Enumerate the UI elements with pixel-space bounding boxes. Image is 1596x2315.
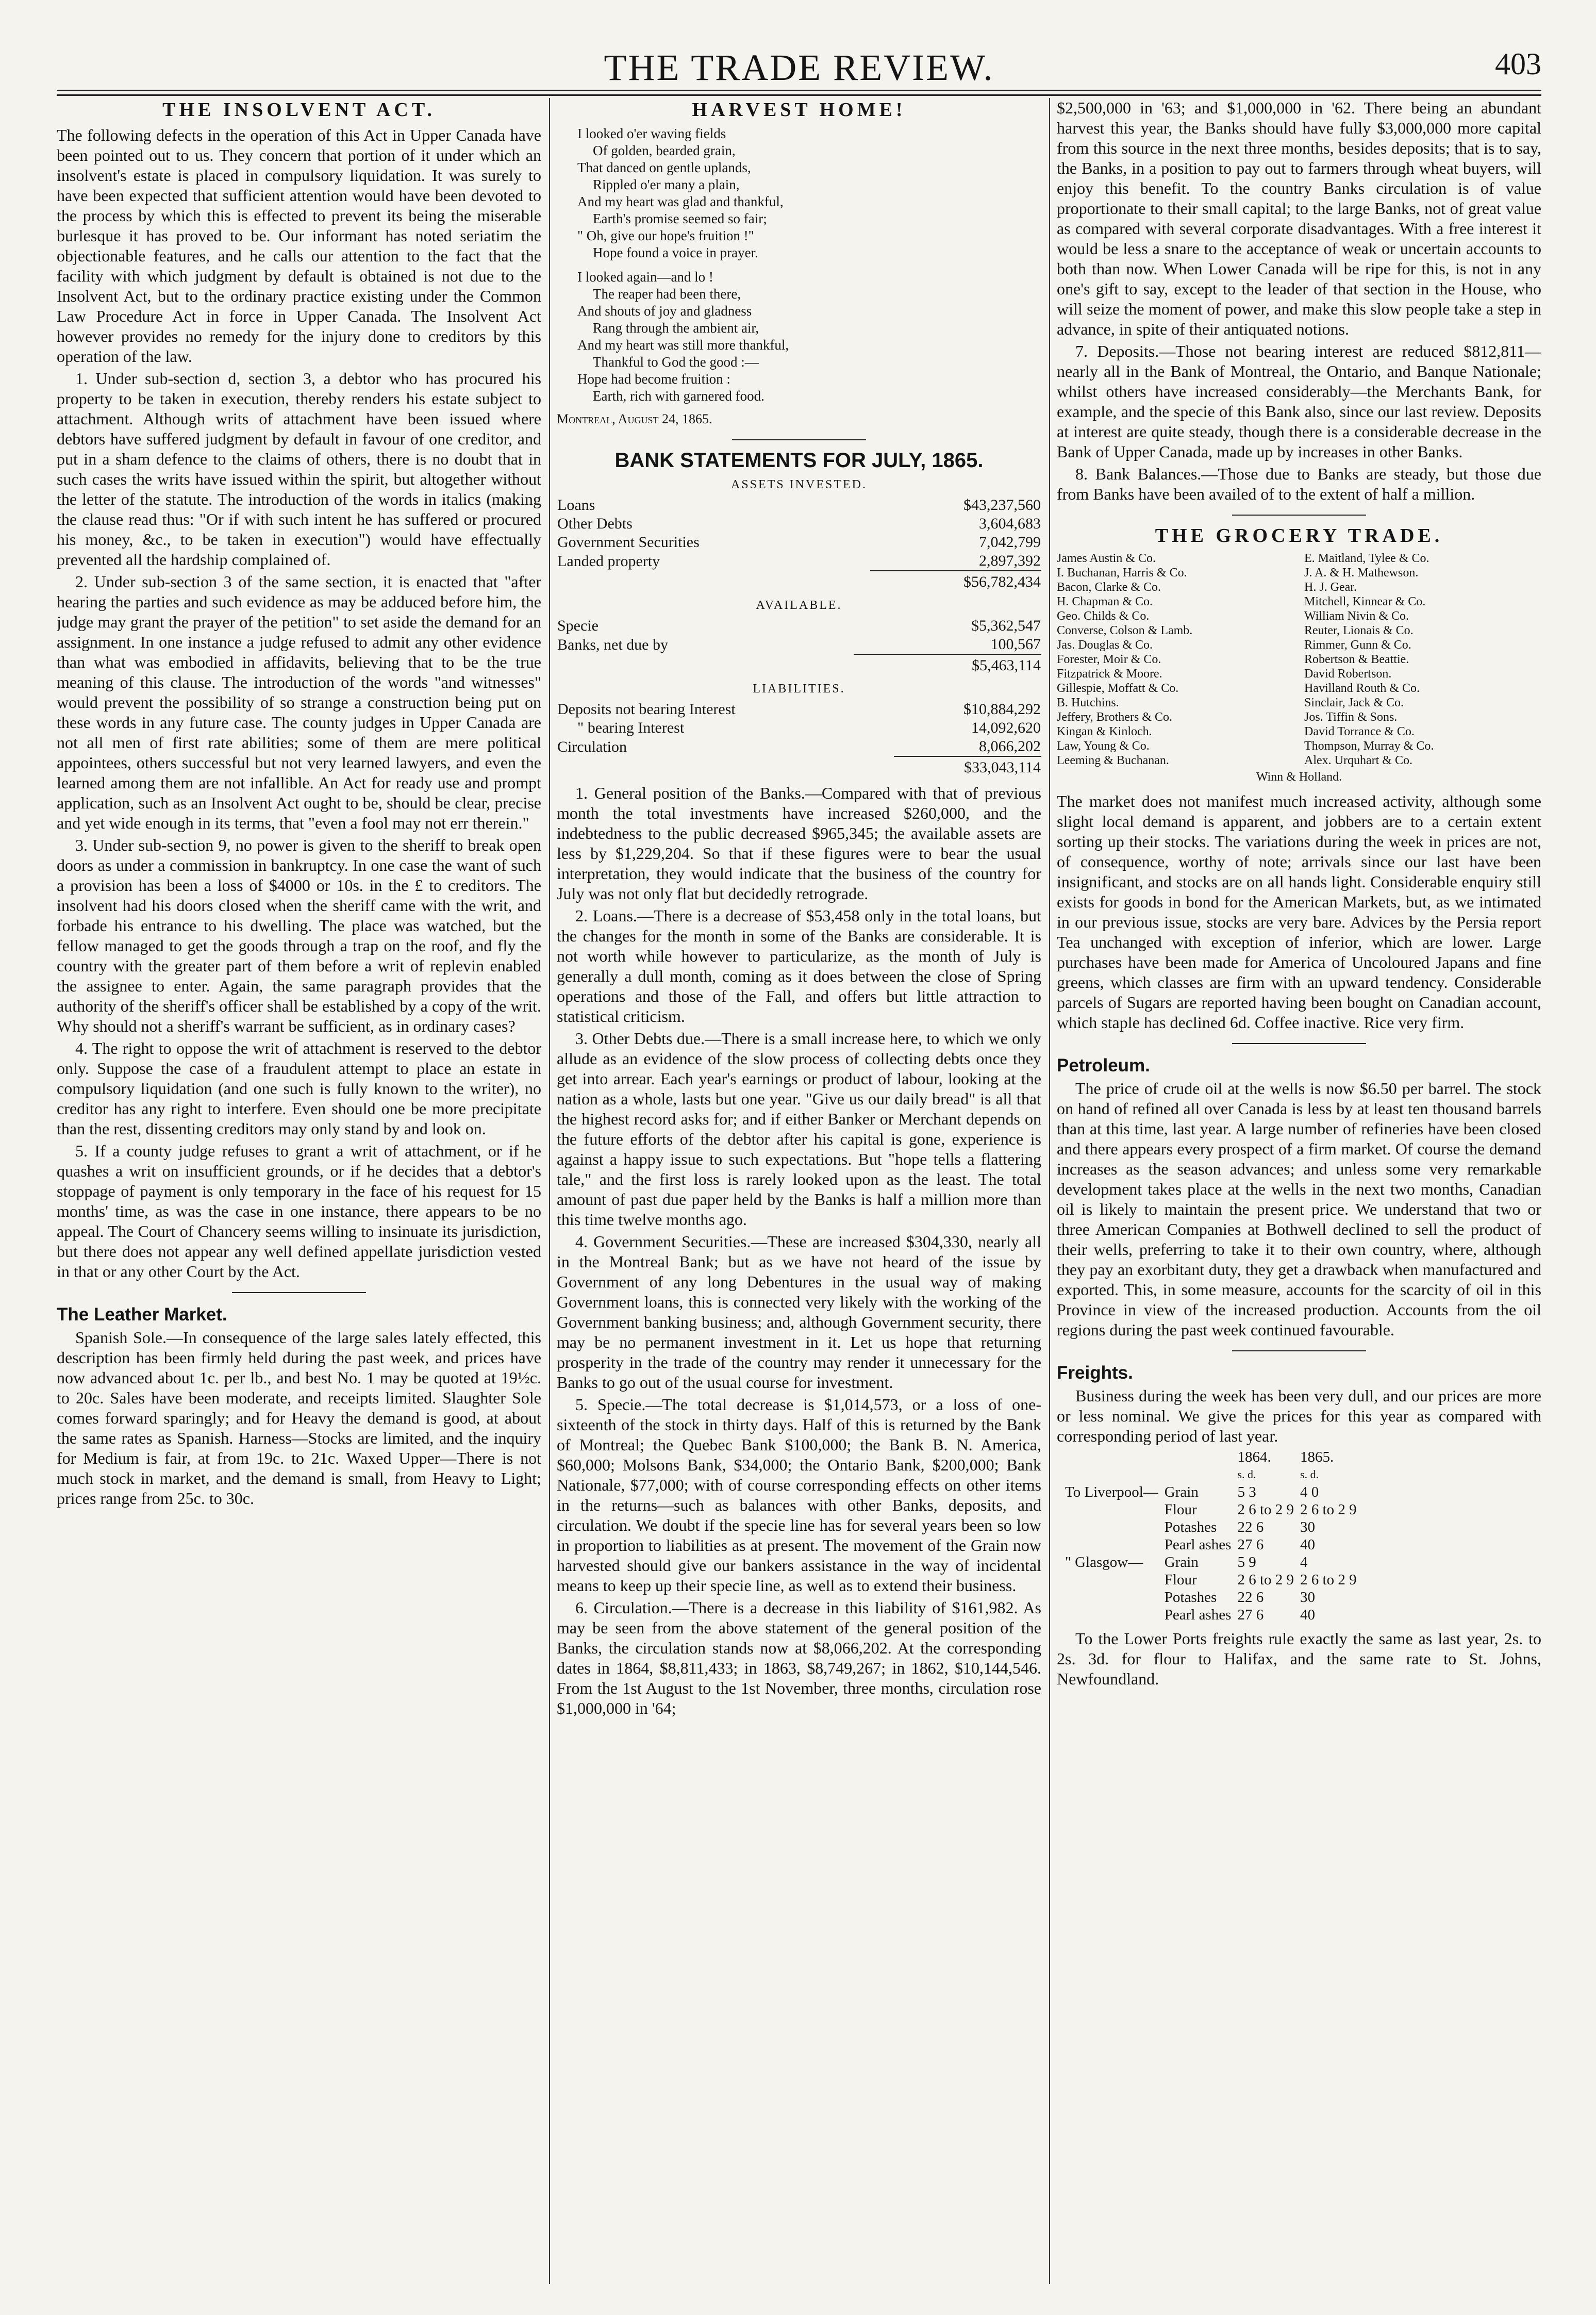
- list-item: James Austin & Co.: [1057, 552, 1156, 565]
- cell-1865: 40: [1300, 1607, 1316, 1623]
- column-2: [557, 98, 1041, 2284]
- bank-statements-title: BANK STATEMENTS FOR JULY, 1865.: [614, 449, 984, 472]
- poem-line: I looked again—and lo !: [577, 269, 713, 285]
- row-label: Landed property: [557, 552, 660, 570]
- cell-dest: [1062, 1606, 1161, 1624]
- cell-1865: 4 0: [1300, 1484, 1319, 1500]
- cell-dest: [1062, 1589, 1161, 1606]
- row-label: Circulation: [557, 738, 627, 755]
- cell-item: Potashes: [1164, 1519, 1217, 1535]
- list-item: David Torrance & Co.: [1304, 725, 1415, 738]
- table-row: [557, 719, 1041, 737]
- total-value: $56,782,434: [870, 571, 1041, 591]
- article-paragraph: The following defects in the operation of this Act in Upper Canada have been pointed out to us. They concern that portion of it under which an insolvent's estate is placed in compulsory liquidation. It was surely to have been expected that sufficient attention would have been devoted to the process by which this is effected to prevent its being the miserable burlesque it has proved to be. Our informant has noted seriatim the objectionable features, and he calls our attention to the fact that the facility with which judgment by default is obtained is not due to the Insolvent Act, but to the ordinary practice existing under the Common Law Procedure Act in force in Upper Canada. The Insolvent Act however provides no remedy for the injury done to creditors by this operation of the law.: [57, 126, 541, 366]
- row-value: 3,604,683: [979, 515, 1041, 532]
- cell-item: Flour: [1164, 1572, 1197, 1588]
- insolvent-act-article: [57, 125, 541, 1282]
- cell-1865: 30: [1300, 1589, 1316, 1606]
- cell-dest: [1062, 1536, 1161, 1553]
- petroleum-title: Petroleum.: [1057, 1055, 1150, 1076]
- grocers-list: [1057, 551, 1541, 768]
- cell-1865: 30: [1300, 1519, 1316, 1535]
- cell-item: Potashes: [1164, 1589, 1217, 1606]
- freights-title: Freights.: [1057, 1363, 1133, 1383]
- bank-paragraph-continued: $2,500,000 in '63; and $1,000,000 in '62. There being an abundant harvest this year, the Banks should have fully $3,000,000 more capital from this source in the next three months, besides deposits; that is to say, the Banks, in a position to pay out to farmers through wheat buyers, will enjoy this benefit. To the country Banks circulation is of value proportionate to their small capital; to the large Banks, not of great value as compared with several corporate disadvantages. With a free interest it would be less a snare to the acceptance of weak or uncertain accounts to both than now. When Lower Canada will be ripe for this, is not in any one's gift to say, except to the leader of that section in the House, who will seize the moment of power, and make this slow people take a step in advance, in spite of their antiquated notions.: [1057, 98, 1541, 338]
- bank-paragraph: 3. Other Debts due.—There is a small increase here, to which we only allude as an evidence of the slow process of collecting debts once they get into arrear. Each year's earnings or product of labour, looking at the nation as a whole, lasts but one year. "Give us our daily bread" is all that the highest record asks for; and if either Banker or Merchant depends on the future efforts of the debtor after his capital is gone, experience is against a happy issue to such expectations. But "hope tells a flattering tale," and the first loss is rarely looked upon as the least. The total amount of past due paper held by the Banks is half a million more than this time twelve months ago.: [557, 1029, 1041, 1229]
- table-row: [557, 515, 1041, 533]
- list-item: Robertson & Beattie.: [1304, 653, 1409, 666]
- cell-1864: 2 6 to 2 9: [1237, 1501, 1294, 1518]
- assets-heading: ASSETS INVESTED.: [730, 478, 867, 491]
- row-label: Loans: [557, 497, 595, 514]
- poem-line: Rang through the ambient air,: [593, 320, 759, 336]
- poem-line: Rippled o'er many a plain,: [593, 177, 740, 192]
- list-item: B. Hutchins.: [1057, 696, 1119, 709]
- list-item: Jas. Douglas & Co.: [1057, 638, 1153, 652]
- list-item: David Robertson.: [1304, 667, 1392, 681]
- total-row: [557, 654, 1041, 675]
- row-value: $43,237,560: [963, 497, 1041, 514]
- cell-1865: 40: [1300, 1536, 1316, 1553]
- column-unit: s. d.: [1300, 1468, 1319, 1481]
- list-item: Kingan & Kinloch.: [1057, 725, 1152, 738]
- list-item: Gillespie, Moffatt & Co.: [1057, 682, 1179, 695]
- available-table: [557, 617, 1041, 675]
- list-item: Rimmer, Gunn & Co.: [1304, 638, 1411, 652]
- table-row: [1062, 1571, 1360, 1589]
- row-value: 8,066,202: [979, 738, 1041, 755]
- bank-paragraph: 6. Circulation.—There is a decrease in this liability of $161,982. As may be seen from the above statement of the general position of the Banks, the circulation stands now at $8,066,202. At the corresponding dates in 1864, $8,811,433; in 1863, $8,749,267; in 1862, $10,144,546. From the 1st August to the 1st November, three months, circulation rose $1,000,000 in '64;: [557, 1598, 1041, 1717]
- newspaper-page: [57, 31, 1541, 2284]
- list-item: Leeming & Buchanan.: [1057, 754, 1169, 767]
- liabilities-table: [557, 700, 1041, 777]
- freights-paragraph: Business during the week has been very dull, and our prices are more or less nominal. We give the prices for this year as compared with corresponding period of last year.: [1057, 1386, 1541, 1445]
- poem-line: And my heart was glad and thankful,: [577, 194, 784, 209]
- list-item: Winn & Holland.: [1256, 770, 1342, 784]
- section-rule: [232, 1292, 366, 1293]
- list-item: Havilland Routh & Co.: [1304, 682, 1420, 695]
- row-value: $10,884,292: [963, 701, 1041, 718]
- poem-line: Earth's promise seemed so fair;: [593, 211, 767, 226]
- cell-item: Pearl ashes: [1164, 1607, 1232, 1623]
- list-item: H. J. Gear.: [1304, 581, 1357, 594]
- cell-1865: 2 6 to 2 9: [1300, 1572, 1357, 1588]
- list-item: Mitchell, Kinnear & Co.: [1304, 595, 1426, 608]
- column-header: 1864.: [1237, 1449, 1271, 1465]
- total-row: [557, 571, 1041, 591]
- cell-item: Flour: [1164, 1501, 1197, 1518]
- article-paragraph: 4. The right to oppose the writ of attachment is reserved to the debtor only. Suppose the case of a fraudulent attempt to place an estate in compulsory liquidation (and one such is fully known to the writer), no creditor has any right to interfere. Even should one be more precipitate than the rest, dissenting creditors may only stand by and look on.: [57, 1039, 541, 1138]
- table-row: [1062, 1553, 1360, 1571]
- poem-line: Earth, rich with garnered food.: [593, 388, 764, 404]
- row-label: Banks, net due by: [557, 636, 668, 653]
- cell-1864: 5 9: [1237, 1554, 1256, 1570]
- cell-dest: [1062, 1518, 1161, 1536]
- column-1: [57, 98, 541, 2284]
- bank-paragraph: 8. Bank Balances.—Those due to Banks are steady, but those due from Banks have been availed of to the extent of half a million.: [1057, 465, 1541, 503]
- cell-1864: 27 6: [1237, 1607, 1264, 1623]
- available-heading: AVAILABLE.: [756, 599, 842, 612]
- cell-1865: 4: [1300, 1554, 1308, 1570]
- poem-line: Thankful to God the good :—: [593, 354, 759, 370]
- header-rule: [57, 90, 1541, 96]
- cell-item: Grain: [1164, 1484, 1199, 1500]
- row-label: " bearing Interest: [577, 719, 685, 736]
- article-paragraph: 2. Under sub-section 3 of the same section, it is enacted that "after hearing the parties and such evidence as may be adduced before him, the judge may grant the prayer of the petition" to set aside the demand for an assignment. In one instance a judge refused to admit any other evidence than what was embodied in affidavits, believing that to be the true meaning of this clause. The introduction of the words "and witnesses" would prevent the possibility of so strange a construction being put on these words in any future case. The county judges in Upper Canada are not all men of first rate abilities; some of them are mere political appointees, others successful but not very learned lawyers, and even the learned among them are not infallible. An Act for ready use and prompt application, such as an Insolvent Act ought to be, should be clear, precise and yet wide enough in its terms, that "even a fool may not err therein.": [57, 572, 541, 832]
- poem-line: I looked o'er waving fields: [577, 126, 726, 141]
- liabilities-heading: LIABILITIES.: [753, 682, 845, 696]
- cell-dest: [1062, 1571, 1161, 1589]
- grocers-footer: [1057, 770, 1541, 784]
- total-value: $5,463,114: [854, 654, 1041, 675]
- total-row: [557, 756, 1041, 777]
- poem: [577, 125, 1041, 405]
- table-row: [557, 552, 1041, 571]
- grocers-left: [1057, 551, 1294, 768]
- list-item: Reuter, Lionais & Co.: [1304, 624, 1414, 637]
- leather-market-title: The Leather Market.: [57, 1304, 227, 1325]
- table-row: [1062, 1518, 1360, 1536]
- columns: [57, 98, 1541, 2284]
- article-paragraph: 1. Under sub-section d, section 3, a debtor who has procured his property to be taken in execution, thereby renders his estate subject to attachment. Although writs of attachment have been issued where debtors have suffered judgment by default in favour of one creditor, and put in a sham defence to the claims of others, there is no doubt that in such cases the writs have issued within the spirit, but altogether without the letter of the statute. The introduction of the words in italics (making the clause read thus: "Or if with such intent he has suffered or procured his money, &c., to be taken in execution") would have effectually prevented all the hardship complained of.: [57, 369, 541, 569]
- row-label: Other Debts: [557, 515, 633, 532]
- list-item: William Nivin & Co.: [1304, 609, 1409, 623]
- row-label: Deposits not bearing Interest: [557, 701, 736, 718]
- table-row: [1062, 1501, 1360, 1518]
- total-value: $33,043,114: [894, 756, 1041, 777]
- section-rule: [732, 439, 866, 440]
- list-item: Converse, Colson & Lamb.: [1057, 624, 1193, 637]
- list-item: Alex. Urquhart & Co.: [1304, 754, 1412, 767]
- section-rule: [1232, 1043, 1366, 1044]
- freights-closing-paragraph: To the Lower Ports freights rule exactly the same as last year, 2s. to 2s. 3d. for flour to Halifax, and the same rate to St. Johns, Newfoundland.: [1057, 1629, 1541, 1688]
- cell-dest: [1062, 1501, 1161, 1518]
- grocers-right: [1304, 551, 1541, 768]
- list-item: Thompson, Murray & Co.: [1304, 739, 1434, 753]
- section-rule: [1232, 1350, 1366, 1351]
- cell-dest: To Liverpool—: [1065, 1484, 1158, 1500]
- list-item: Bacon, Clarke & Co.: [1057, 581, 1161, 594]
- cell-1865: 2 6 to 2 9: [1300, 1501, 1357, 1518]
- column-unit: s. d.: [1237, 1468, 1256, 1481]
- row-value: 14,092,620: [971, 719, 1041, 736]
- table-row: [557, 700, 1041, 719]
- list-item: Sinclair, Jack & Co.: [1304, 696, 1404, 709]
- poem-line: " Oh, give our hope's fruition !": [577, 228, 754, 243]
- row-value: 100,567: [990, 636, 1041, 653]
- poem-line: Hope had become fruition :: [577, 371, 730, 387]
- section-rule: [1232, 515, 1366, 516]
- running-title: THE TRADE REVIEW.: [604, 47, 994, 88]
- table-row: [1062, 1606, 1360, 1624]
- list-item: Jos. Tiffin & Sons.: [1304, 710, 1398, 724]
- table-header-row: [1062, 1448, 1360, 1466]
- table-row: [557, 533, 1041, 552]
- petroleum-paragraph: The price of crude oil at the wells is now $6.50 per barrel. The stock on hand of refined all over Canada is less by at least ten thousand barrels than at this time, last year. A large number of refineries have been closed and there appears every prospect of a firm market. Of course the demand increases as the season advances; and unless some very remarkable development takes place at the wells in the next two months, Canadian oil is likely to maintain the present price. We understand that two or three American Companies at Bothwell declined to sell the product of their wells, preferring to take it to their own country, where, although they pay an exorbitant duty, they get a drawback when manufactured and exported. This, in some measure, accounts for the scarcity of oil in this Province in view of the increased production. Accounts from the oil regions during the past week continued favourable.: [1057, 1079, 1541, 1339]
- column-header: 1865.: [1300, 1449, 1334, 1465]
- poem-line: Of golden, bearded grain,: [593, 143, 736, 158]
- poem-line: That danced on gentle uplands,: [577, 160, 751, 175]
- cell-1864: 2 6 to 2 9: [1237, 1572, 1294, 1588]
- cell-dest: " Glasgow—: [1065, 1554, 1143, 1570]
- row-value: $5,362,547: [971, 617, 1041, 634]
- page-header: [57, 31, 1541, 88]
- poem-line: And shouts of joy and gladness: [577, 303, 752, 319]
- column-3: [1057, 98, 1541, 2284]
- list-item: I. Buchanan, Harris & Co.: [1057, 566, 1187, 580]
- bank-paragraph: 7. Deposits.—Those not bearing interest are reduced $812,811—nearly all in the Bank of Montreal, the Ontario, and Banque Nationale; whilst others have increased considerably—the Merchants Bank, for example, and the specie of this Bank also, since our last review. Deposits at interest are quite steady, though there is a considerable decrease in the Bank of Upper Canada, made up by increases in other Banks.: [1057, 342, 1541, 461]
- table-subheader-row: [1062, 1466, 1360, 1483]
- list-item: J. A. & H. Mathewson.: [1304, 566, 1419, 580]
- leather-market-paragraph: Spanish Sole.—In consequence of the large sales lately effected, this description has been firmly held during the past week, and prices have now advanced about 1c. per lb., and best No. 1 may be quoted at 19½c. to 20c. Sales have been moderate, and receipts limited. Slaughter Sole comes forward sparingly; and for Heavy the demand is good, at about the same rates as Spanish. Harness—Stocks are limited, and the inquiry for Medium is fair, at from 19c. to 21c. Waxed Upper—There is not much stock in market, and the demand is small, from Heavy to Light; prices range from 25c. to 30c.: [57, 1328, 541, 1508]
- insolvent-act-title: THE INSOLVENT ACT.: [162, 99, 436, 121]
- article-paragraph: 5. If a county judge refuses to grant a writ of attachment, or if he quashes a writ on insufficient grounds, or if he decides that a debtor's stoppage of payment is only temporary in the face of his request for 15 months' time, as was the case in one instance, there appears to be no appeal. The Court of Chancery seems willing to insinuate its jurisdiction, but there does not appear any well defined appellate jurisdiction vested in that or any other Court by the Act.: [57, 1142, 541, 1281]
- bank-paragraph: 4. Government Securities.—These are increased $304,330, nearly all in the Montreal Bank; but as we have not heard of the issue by Government of any long Debentures in the usual way of making Government loans, this is connected very likely with the working of the Government banking business; and, although Government security, there may be no permanent investment in it. Let us hope that returning prosperity in the trade of the country may render it unnecessary for the Banks to go out of the usual course for investment.: [557, 1232, 1041, 1392]
- row-value: 2,897,392: [979, 552, 1041, 569]
- poem-line: The reaper had been there,: [593, 286, 741, 302]
- row-value: 7,042,799: [979, 534, 1041, 551]
- list-item: Jeffery, Brothers & Co.: [1057, 710, 1172, 724]
- table-row: [557, 617, 1041, 635]
- bank-paragraph: 2. Loans.—There is a decrease of $53,458 only in the total loans, but the changes for the month in some of the Banks are considerable. It is not worth while however to particularize, as the month of July is generally a dull month, coming as it does between the close of Spring operations and those of the Fall, and offers but little attraction to statistical criticism.: [557, 906, 1041, 1026]
- cell-1864: 22 6: [1237, 1519, 1264, 1535]
- assets-table: [557, 496, 1041, 591]
- grocery-paragraph: The market does not manifest much increased activity, although some slight local demand is apparent, and jobbers are to a certain extent sorting up their stocks. The variations during the week in prices are not, of consequence, worthy of note; arrivals since our last have been insignificant, and stocks are on all hands light. Considerable enquiry still exists for goods in bond for the American Markets, but, as we intimated in our previous issue, stocks are very bare. Advices by the Persia report Tea unchanged with exception of inferior, which are lower. Large purchases have been made for America of Uncoloured Japans and fine greens, which classes are firm with an upward tendency. Considerable parcels of Sugars are reported having been bought on Canadian account, which staple has declined 6d. Coffee inactive. Rice very firm.: [1057, 792, 1541, 1032]
- cell-1864: 5 3: [1237, 1484, 1256, 1500]
- list-item: Law, Young & Co.: [1057, 739, 1150, 753]
- list-item: Fitzpatrick & Moore.: [1057, 667, 1162, 681]
- bank-paragraph: 5. Specie.—The total decrease is $1,014,573, or a loss of one-sixteenth of the stock in thirty days. Half of this is returned by the Bank of Montreal; the Quebec Bank $100,000; the Bank B. N. America, $60,000; Molsons Bank, $34,000; the Ontario Bank, $200,000; Bank Nationale, $77,000; with of course corresponding effects on other items in the returns—such as balances with other Banks, deposits, and circulation. We doubt if the specie line has for several years been so low in proportion to liabilities as at present. The movement of the Grain now harvested should give our bankers assistance in the way of incidental means to keep up their specie line, as well as to extend their business.: [557, 1395, 1041, 1595]
- harvest-home-title: HARVEST HOME!: [692, 99, 906, 121]
- table-row: [557, 635, 1041, 654]
- poem-dateline: Montreal, August 24, 1865.: [557, 411, 712, 426]
- list-item: Forester, Moir & Co.: [1057, 653, 1161, 666]
- freights-table: [1062, 1448, 1360, 1624]
- row-label: Specie: [557, 617, 598, 634]
- row-label: Government Securities: [557, 534, 700, 551]
- list-item: Geo. Childs & Co.: [1057, 609, 1150, 623]
- poem-line: Hope found a voice in prayer.: [593, 245, 758, 260]
- table-row: [557, 496, 1041, 515]
- grocery-trade-title: THE GROCERY TRADE.: [1155, 525, 1443, 547]
- poem-line: And my heart was still more thankful,: [577, 337, 789, 353]
- cell-1864: 22 6: [1237, 1589, 1264, 1606]
- table-row: [1062, 1536, 1360, 1553]
- list-item: H. Chapman & Co.: [1057, 595, 1153, 608]
- cell-item: Grain: [1164, 1554, 1199, 1570]
- cell-1864: 27 6: [1237, 1536, 1264, 1553]
- list-item: E. Maitland, Tylee & Co.: [1304, 552, 1429, 565]
- table-row: [1062, 1589, 1360, 1606]
- table-row: [1062, 1483, 1360, 1501]
- article-paragraph: 3. Under sub-section 9, no power is given to the sheriff to break open doors as under a commission in bankruptcy. In one case the want of such a provision has been a loss of $4000 or 10s. in the £ to creditors. The insolvent had his doors closed when the sheriff came with the writ, and forbade his entrance to his dwelling. The place was watched, but the fellow managed to get the goods through a trap on the roof, and fly the country with the greater part of them before a writ of replevin enabled the assignee to enter. Again, the same paragraph provides that the authority of the sheriff's officer shall be established by a copy of the writ. Why should not a sheriff's warrant be sufficient, as in ordinary cases?: [57, 836, 541, 1035]
- bank-paragraph: 1. General position of the Banks.—Compared with that of previous month the total investments have increased $260,000, and the indebtedness to the public decreased $965,345; the available assets are less by $1,229,204. So that if these figures were to bear the usual interpretation, they would indicate that the business of the country for July was not only flat but decidedly retrograde.: [557, 784, 1041, 903]
- page-number: 403: [1495, 47, 1541, 81]
- cell-item: Pearl ashes: [1164, 1536, 1232, 1553]
- table-row: [557, 737, 1041, 756]
